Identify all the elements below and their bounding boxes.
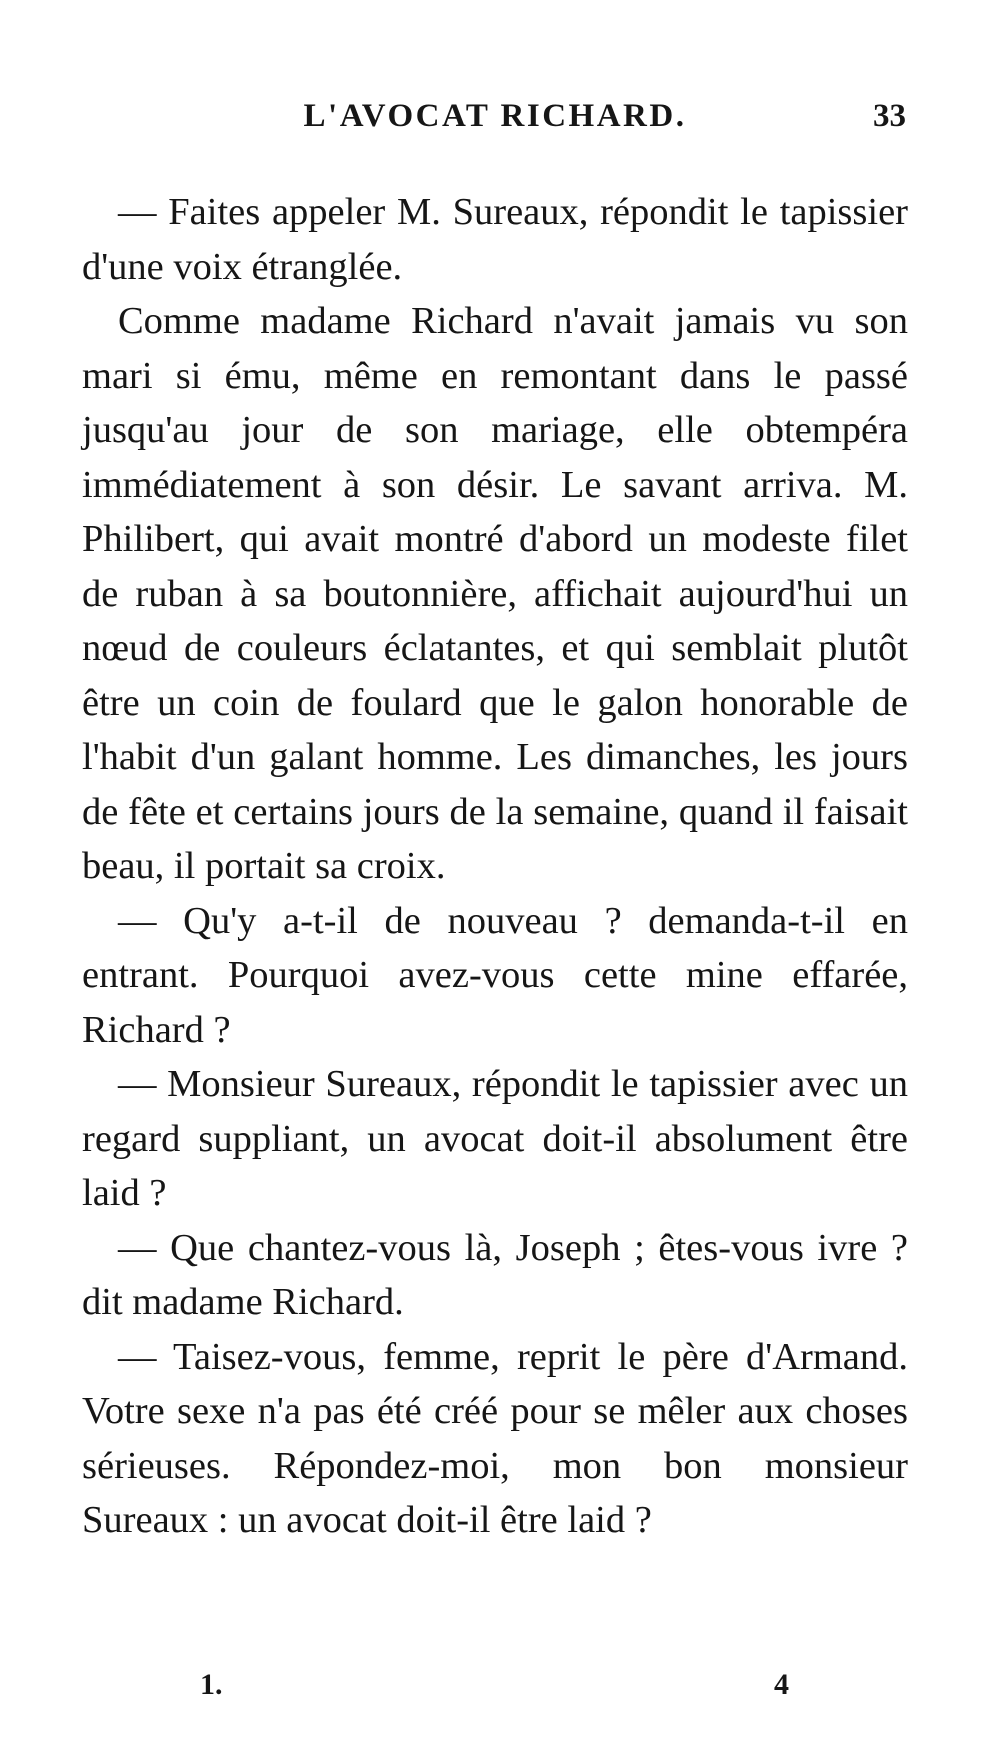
running-header <box>82 98 908 142</box>
signature-marks <box>82 1668 908 1708</box>
paragraph: — Qu'y a-t-il de nouveau ? demanda-t-il en entrant. Pourquoi avez-vous cette mine effarée, Richard ? <box>82 899 908 1051</box>
paragraph: — Faites appeler M. Sureaux, répondit le tapissier d'une voix étranglée. <box>82 191 908 288</box>
paragraph: — Taisez-vous, femme, reprit le père d'Armand. Votre sexe n'a pas été créé pour se mêler aux choses sérieuses. Répondez-moi, mon bon monsieur Sureaux : un avocat doit-il être laid ? <box>82 1335 908 1541</box>
paragraph: Comme madame Richard n'avait jamais vu son mari si ému, même en remontant dans le passé jusqu'au jour de son mariage, elle obtempéra immédiatement à son désir. Le savant arriva. M. Philibert, qui avait montré d'abord un modeste filet de ruban à sa boutonnière, affichait aujourd'hui un nœud de couleurs éclatantes, et qui semblait plutôt être un coin de foulard que le galon honorable de l'habit d'un galant homme. Les dimanches, les jours de fête et certains jours de la semaine, quand il faisait beau, il portait sa croix. <box>82 300 908 887</box>
signature-mark-left: 1. <box>200 1668 223 1701</box>
body-text <box>82 185 908 1548</box>
page-number: 33 <box>873 98 906 134</box>
running-title: L'AVOCAT RICHARD. <box>303 98 687 134</box>
paragraph: — Que chantez-vous là, Joseph ; êtes-vous ivre ? dit madame Richard. <box>82 1226 908 1323</box>
paragraph: — Monsieur Sureaux, répondit le tapissier avec un regard suppliant, un avocat doit-il absolument être laid ? <box>82 1063 908 1214</box>
signature-mark-right: 4 <box>774 1668 789 1701</box>
